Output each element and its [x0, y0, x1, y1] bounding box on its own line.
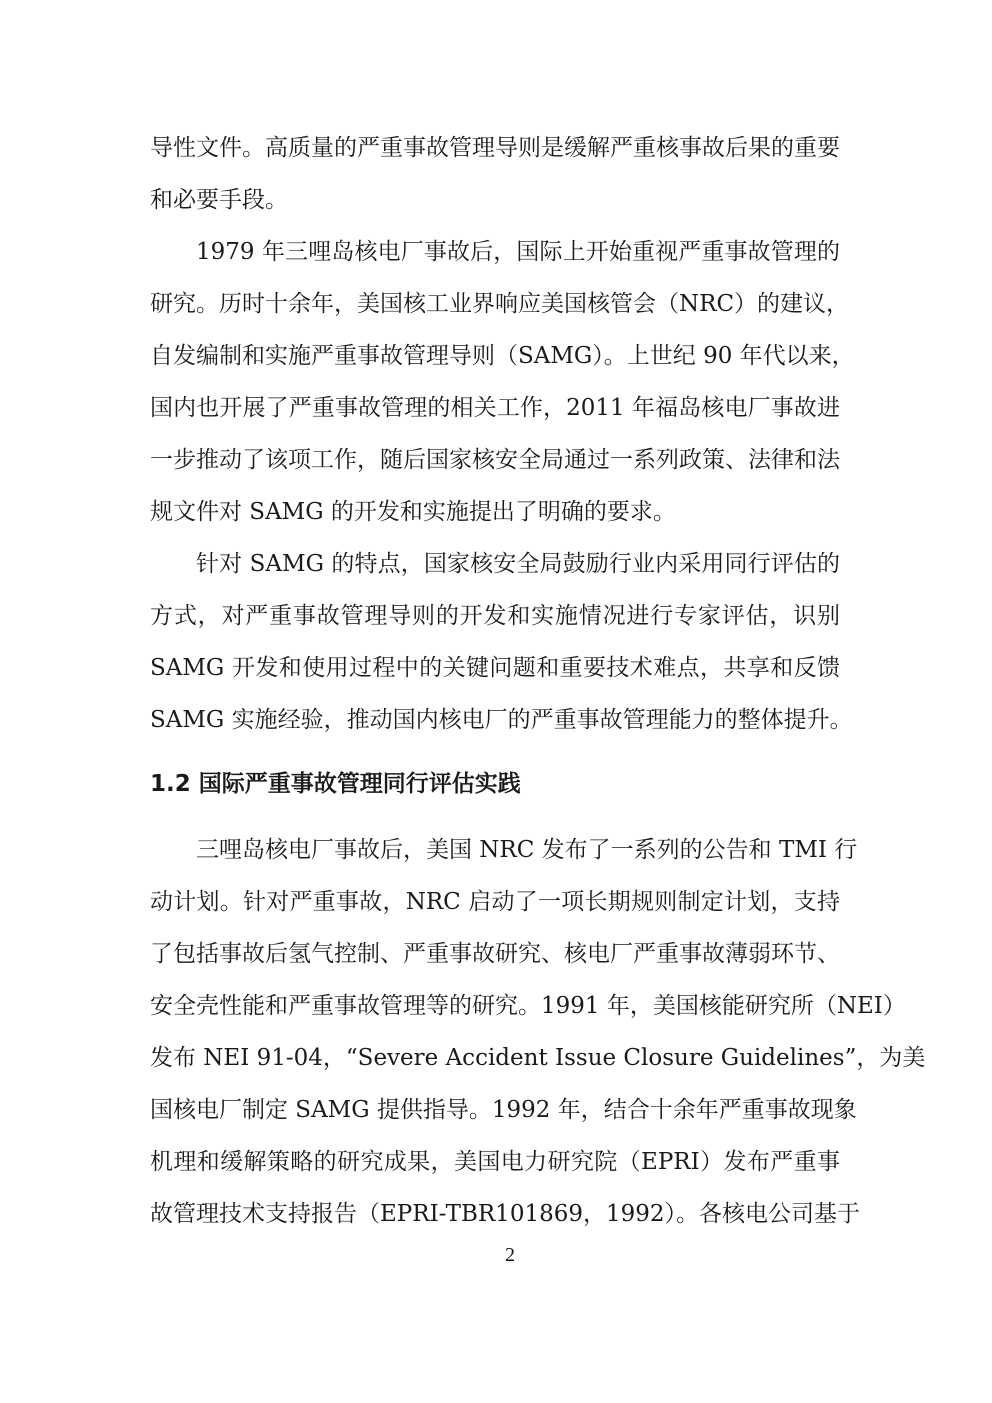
text-line: 自发编制和实施严重事故管理导则（SAMG）。上世纪 90 年代以来， [150, 343, 855, 369]
text-line: 三哩岛核电厂事故后，美国 NRC 发布了一系列的公告和 TMI 行 [196, 837, 858, 863]
text-line: 1979 年三哩岛核电厂事故后，国际上开始重视严重事故管理的 [196, 239, 840, 265]
text-line: 机理和缓解策略的研究成果，美国电力研究院（EPRI）发布严重事 [150, 1149, 840, 1175]
text-line: 和必要手段。 [150, 187, 288, 213]
page-number: 2 [505, 1244, 515, 1266]
text-line: 安全壳性能和严重事故管理等的研究。1991 年，美国核能研究所（NEI） [150, 993, 906, 1019]
text-line: 发布 NEI 91-04，“Severe Accident Issue Closure Guidelines”，为美 [150, 1045, 926, 1071]
text-line: 研究。历时十余年，美国核工业界响应美国核管会（NRC）的建议， [150, 291, 850, 317]
text-line: 规文件对 SAMG 的开发和实施提出了明确的要求。 [150, 499, 676, 525]
text-line: 一步推动了该项工作，随后国家核安全局通过一系列政策、法律和法 [150, 447, 840, 473]
text-line: 方式，对严重事故管理导则的开发和实施情况进行专家评估，识别 [150, 603, 840, 629]
text-line: 国核电厂制定 SAMG 提供指导。1992 年，结合十余年严重事故现象 [150, 1097, 857, 1123]
text-line: 动计划。针对严重事故，NRC 启动了一项长期规则制定计划，支持 [150, 889, 840, 915]
text-line: SAMG 开发和使用过程中的关键问题和重要技术难点，共享和反馈 [150, 655, 840, 681]
text-line: SAMG 实施经验，推动国内核电厂的严重事故管理能力的整体提升。 [150, 707, 853, 733]
section-heading: 1.2 国际严重事故管理同行评估实践 [150, 771, 521, 797]
text-line: 故管理技术支持报告（EPRI-TBR101869，1992）。各核电公司基于 [150, 1201, 861, 1227]
text-line: 导性文件。高质量的严重事故管理导则是缓解严重核事故后果的重要 [150, 135, 840, 161]
text-line: 了包括事故后氢气控制、严重事故研究、核电厂严重事故薄弱环节、 [150, 941, 840, 967]
text-line: 针对 SAMG 的特点，国家核安全局鼓励行业内采用同行评估的 [196, 551, 840, 577]
text-line: 国内也开展了严重事故管理的相关工作，2011 年福岛核电厂事故进 [150, 395, 840, 421]
